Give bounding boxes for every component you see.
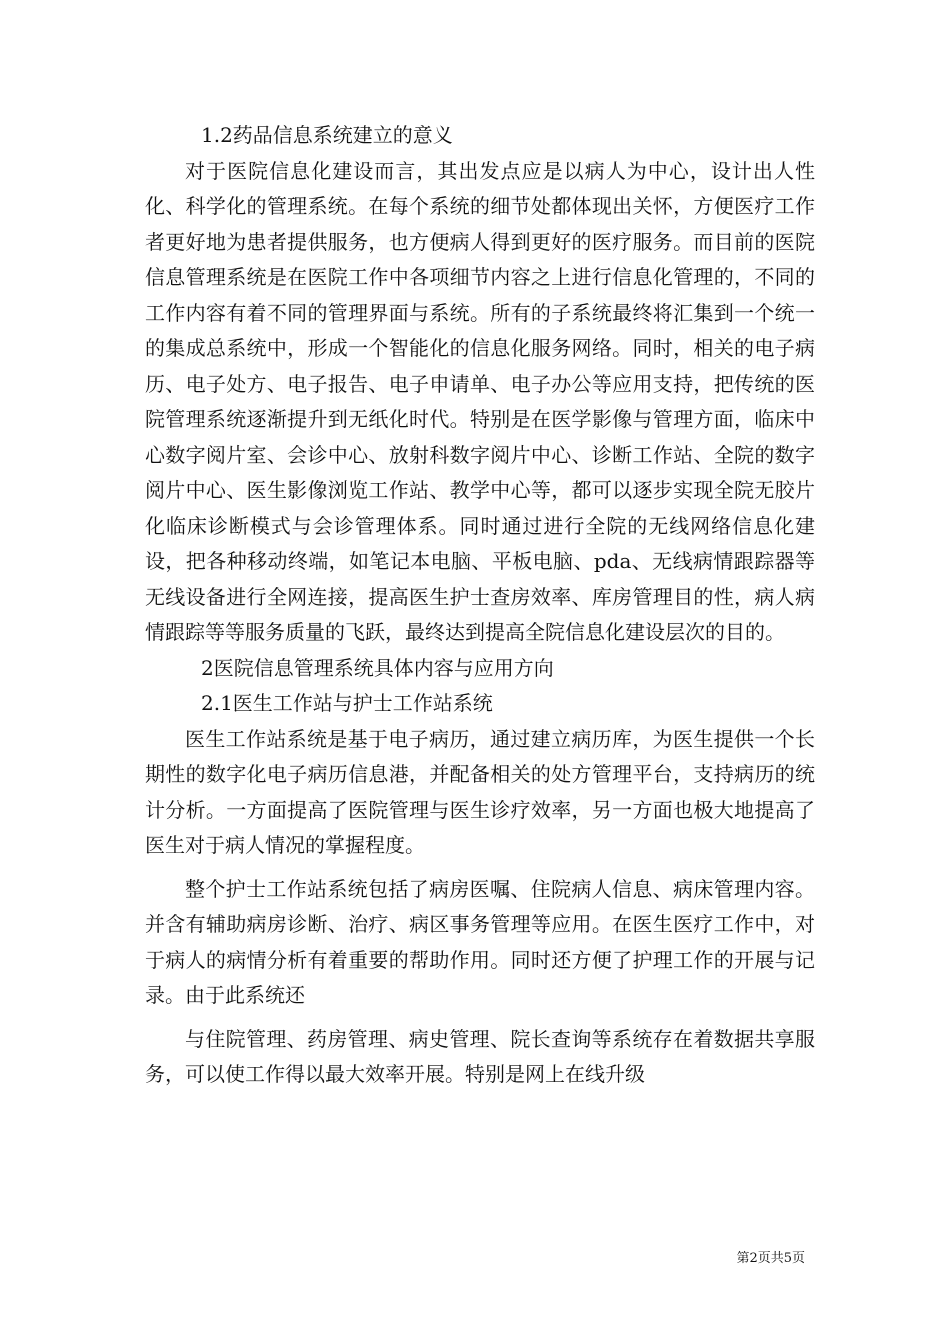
paragraph-significance: 对于医院信息化建设而言，其出发点应是以病人为中心，设计出人性化、科学化的管理系统。在每个系统的细节处都体现出关怀，方便医疗工作者更好地为患者提供服务，也方便病人得到更好的医疗服务。而目前的医院信息管理系统是在医院工作中各项细节内容之上进行信息化管理的，不同的工作内容有着不同的管理界面与系统。所有的子系统最终将汇集到一个统一的集成总系统中，形成一个智能化的信息化服务网络。同时，相关的电子病历、电子处方、电子报告、电子申请单、电子办公等应用支持，把传统的医院管理系统逐渐提升到无纸化时代。特别是在医学影像与管理方面，临床中心数字阅片室、会诊中心、放射科数字阅片中心、诊断工作站、全院的数字阅片中心、医生影像浏览工作站、教学中心等，都可以逐步实现全院无胶片化临床诊断模式与会诊管理体系。同时通过进行全院的无线网络信息化建设，把各种移动终端，如笔记本电脑、平板电脑、pda、无线病情跟踪器等无线设备进行全网连接，提高医生护士查房效率、库房管理目的性，病人病情跟踪等等服务质量的飞跃，最终达到提高全院信息化建设层次的目的。 — [145, 158, 815, 644]
section-heading-2: 2医院信息管理系统具体内容与应用方向 — [201, 655, 554, 680]
document-body — [145, 118, 815, 1093]
section-heading-2-1: 2.1医生工作站与护士工作站系统 — [201, 691, 493, 715]
section-heading-1-2: 1.2药品信息系统建立的意义 — [201, 123, 453, 147]
paragraph-data-sharing: 与住院管理、药房管理、病史管理、院长查询等系统存在着数据共享服务，可以使工作得以最大效率开展。特别是网上在线升级 — [145, 1026, 815, 1086]
paragraph-spacer — [145, 864, 815, 872]
paragraph-doctor-workstation: 医生工作站系统是基于电子病历，通过建立病历库，为医生提供一个长期性的数字化电子病历信息港，并配备相关的处方管理平台，支持病历的统计分析。一方面提高了医院管理与医生诊疗效率，另一方面也极大地提高了医生对于病人情况的掌握程度。 — [145, 726, 815, 857]
page-number: 第2页共5页 — [736, 1251, 805, 1266]
paragraph-nurse-workstation: 整个护士工作站系统包括了病房医嘱、住院病人信息、病床管理内容。并含有辅助病房诊断、治疗、病区事务管理等应用。在医生医疗工作中，对于病人的病情分析有着重要的帮助作用。同时还方便了护理工作的开展与记录。由于此系统还 — [145, 876, 815, 1007]
paragraph-spacer — [145, 1014, 815, 1022]
